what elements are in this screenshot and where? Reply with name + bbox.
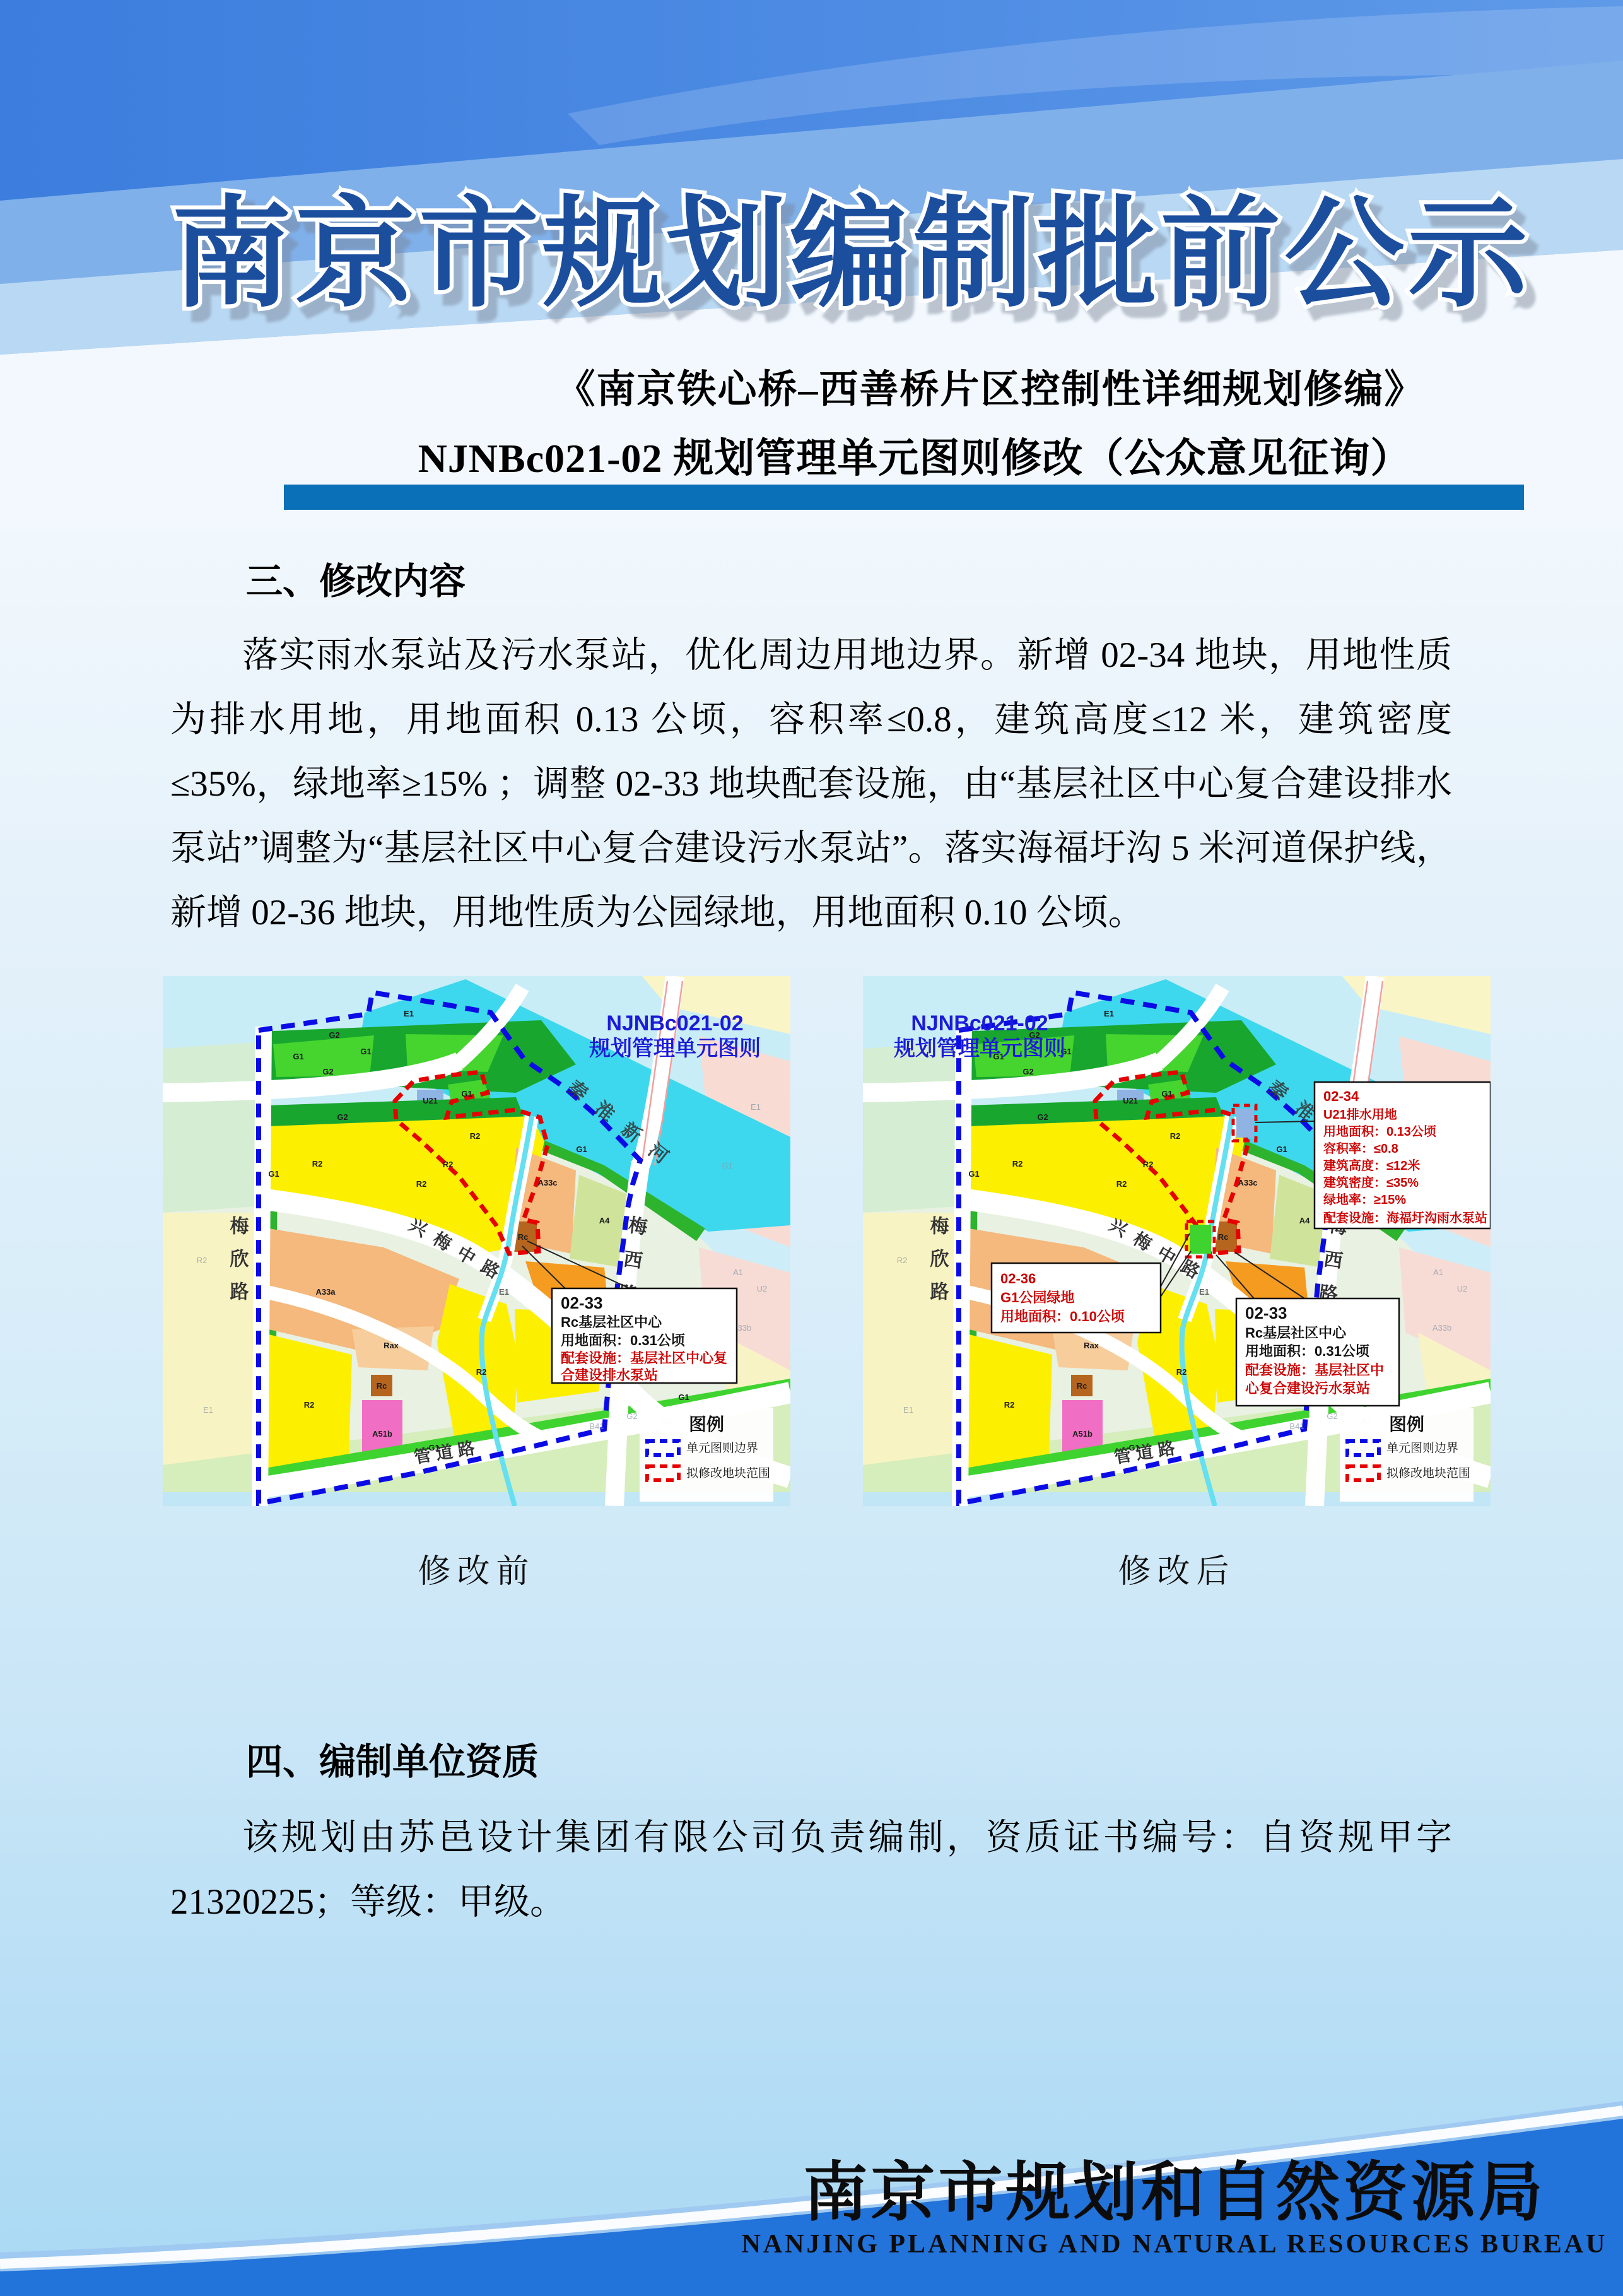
- callout-line-red: 容积率：≤0.8: [1323, 1142, 1398, 1156]
- callout-line-red: 绿地率：≥15%: [1323, 1193, 1407, 1207]
- map-title-line2: 规划管理单元图则: [589, 1037, 761, 1061]
- callout-line-red: 用地面积：0.13公顷: [1323, 1125, 1436, 1139]
- callout-code-red: 02-34: [1323, 1088, 1359, 1104]
- page-title: 南京市规划编制批前公示: [171, 189, 1532, 322]
- section4-paragraph: 该规划由苏邑设计集团有限公司负责编制，资质证书编号：自资规甲字 21320225；等级：甲级。: [170, 1818, 1452, 1922]
- callout-line-red: 建筑高度：≤12米: [1323, 1159, 1421, 1173]
- block-u21-new: [1236, 1109, 1253, 1138]
- callout-line-red: 用地面积：0.10公顷: [1000, 1309, 1125, 1324]
- callout-code-red: 02-36: [1000, 1271, 1036, 1286]
- callout-line-red: 配套设施：基层社区中: [1245, 1362, 1385, 1378]
- callout-0236: [992, 1263, 1161, 1333]
- callout-line-red: 配套设施：基层社区中心复: [561, 1350, 728, 1366]
- callout-line-red: U21排水用地: [1323, 1108, 1397, 1122]
- callout-0233-after: [1236, 1298, 1399, 1406]
- map-title-line2: 规划管理单元图则: [894, 1037, 1065, 1061]
- map-before: [163, 976, 790, 1506]
- callout-line-red: 建筑密度：≤35%: [1323, 1176, 1419, 1190]
- bureau-name-cn: 南京市规划和自然资源局: [803, 2158, 1546, 2229]
- callout-line-red: 合建设排水泵站: [561, 1367, 659, 1383]
- section3-paragraph: 落实雨水泵站及污水泵站，优化周边用地边界。新增 02-34 地块，用地性质为排水用地，用地面积 0.13 公顷，容积率≤0.8，建筑高度≤12 米，建筑密度≤35%，绿地率≥15% ；调整 02-33 地块配套设施，由“基层社区中心复合建设排水泵站”调整为“基层社区中心复合建设污水泵站”。落实海福圩沟 5 米河道保护线，新增 02-36 地块，用地性质为公园绿地，用地面积 0.10 公顷。: [170, 635, 1452, 933]
- subtitle-unit-change: NJNBc021-02 规划管理单元图则修改（公众意见征询）: [418, 436, 1412, 481]
- section3-heading: 三、修改内容: [246, 561, 466, 602]
- callout-line: Rc基层社区中心: [1245, 1325, 1347, 1341]
- bureau-name-en: NANJING PLANNING AND NATURAL RESOURCES BUREAU: [741, 2230, 1608, 2259]
- callout-code: 02-33: [561, 1293, 603, 1312]
- header-divider-bar: [284, 485, 1524, 510]
- map-after: [863, 976, 1491, 1506]
- caption-before: 修改前: [418, 1554, 536, 1590]
- callout-code: 02-33: [1245, 1304, 1287, 1322]
- callout-line: 用地面积：0.31公顷: [561, 1333, 685, 1348]
- caption-after: 修改后: [1118, 1554, 1236, 1590]
- callout-line-red: G1公园绿地: [1000, 1290, 1075, 1305]
- block-g1-park-new: [1190, 1225, 1211, 1254]
- footer: [0, 2063, 1623, 2296]
- callout-line-red: 配套设施：海福圩沟雨水泵站: [1323, 1211, 1487, 1225]
- callout-line: 用地面积：0.31公顷: [1245, 1343, 1369, 1359]
- callout-line: Rc基层社区中心: [561, 1314, 662, 1330]
- section4-heading: 四、编制单位资质: [246, 1741, 539, 1782]
- callout-0234: [1315, 1082, 1491, 1228]
- callout-0233-before: [552, 1288, 737, 1383]
- map-title-line1: NJNBc021-02: [911, 1011, 1048, 1035]
- callout-line-red: 心复合建设污水泵站: [1245, 1381, 1371, 1396]
- header-banner: [0, 0, 1623, 530]
- subtitle-plan-name: 《南京铁心桥–西善桥片区控制性详细规划修编》: [556, 368, 1425, 411]
- map-title-line1: NJNBc021-02: [606, 1011, 744, 1035]
